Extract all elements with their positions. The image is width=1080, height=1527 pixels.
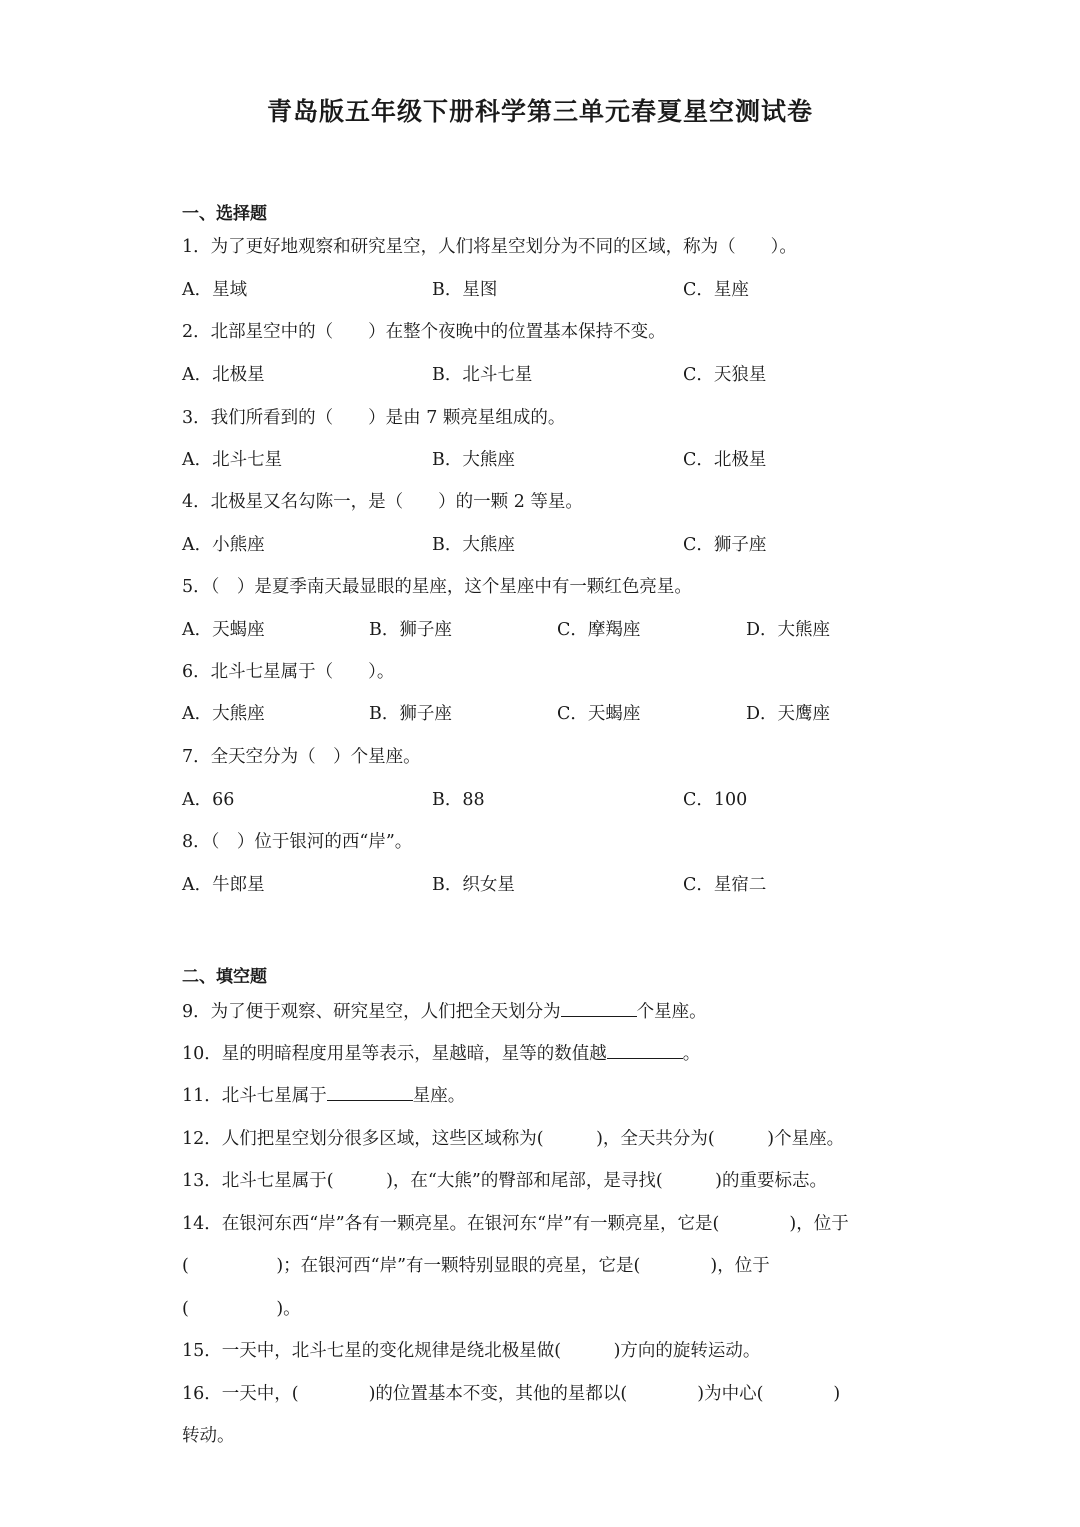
q8-option-c: C．星宿二 [683,875,767,895]
question-1: 1．为了更好地观察和研究星空，人们将星空划分为不同的区域，称为（ ）。 [182,237,797,257]
question-16-line-2: 转动。 [182,1426,235,1446]
q3-option-c: C．北极星 [683,450,767,470]
q11-answer-blank[interactable] [327,1083,413,1101]
question-2: 2．北部星空中的（ ）在整个夜晚中的位置基本保持不变。 [182,322,666,342]
q4-option-a: A．小熊座 [182,535,265,555]
q2-option-a: A．北极星 [182,365,265,385]
q4-option-b: B．大熊座 [432,535,515,555]
q6-option-a: A．大熊座 [182,704,265,724]
q8-option-a: A．牛郎星 [182,875,265,895]
q11-text-before: 11．北斗七星属于 [182,1086,327,1106]
q10-text-before: 10．星的明暗程度用星等表示，星越暗，星等的数值越 [182,1044,607,1064]
q2-option-b: B．北斗七星 [432,365,533,385]
q7-option-a: A．66 [182,790,235,810]
q11-text-after: 星座。 [412,1086,466,1106]
q9-text-after: 个星座。 [636,1002,707,1022]
question-6: 6．北斗七星属于（ ）。 [182,662,395,682]
q8-option-b: B．织女星 [432,875,515,895]
q7-option-c: C．100 [683,790,748,810]
q1-option-c: C．星座 [683,280,749,300]
question-3: 3．我们所看到的（ ）是由 7 颗亮星组成的。 [182,408,566,428]
question-10 [182,1040,700,1065]
question-9 [182,998,707,1023]
q10-text-after: 。 [682,1044,701,1064]
q7-option-b: B．88 [432,790,485,810]
section-heading-fill-blank: 二、填空题 [182,967,267,987]
question-14-line-2: ( )；在银河西“岸”有一颗特别显眼的亮星，它是( )，位于 [182,1256,770,1276]
q3-option-b: B．大熊座 [432,450,515,470]
q1-option-a: A．星域 [182,280,248,300]
question-7: 7．全天空分为（ ）个星座。 [182,747,421,767]
question-12: 12．人们把星空划分很多区域，这些区域称为( )，全天共分为( )个星座。 [182,1129,845,1149]
q5-option-c: C．摩羯座 [557,620,641,640]
q5-option-a: A．天蝎座 [182,620,265,640]
question-5: 5．（ ）是夏季南天最显眼的星座，这个星座中有一颗红色亮星。 [182,577,692,597]
section-heading-choice: 一、选择题 [182,204,267,224]
q3-option-a: A．北斗七星 [182,450,283,470]
q5-option-b: B．狮子座 [369,620,452,640]
q6-option-c: C．天蝎座 [557,704,641,724]
q2-option-c: C．天狼星 [683,365,767,385]
q6-option-d: D．天鹰座 [746,704,831,724]
q9-text-before: 9．为了便于观察、研究星空，人们把全天划分为 [182,1002,561,1022]
question-4: 4．北极星又名勾陈一，是（ ）的一颗 2 等星。 [182,492,583,512]
question-16-line-1: 16．一天中，( )的位置基本不变，其他的星都以( )为中心( ) [182,1384,841,1404]
q6-option-b: B．狮子座 [369,704,452,724]
question-14-line-1: 14．在银河东西“岸”各有一颗亮星。在银河东“岸”有一颗亮星，它是( )，位于 [182,1214,849,1234]
question-8: 8．（ ）位于银河的西“岸”。 [182,832,413,852]
question-11 [182,1082,465,1107]
q9-answer-blank[interactable] [561,999,637,1017]
page-title: 青岛版五年级下册科学第三单元春夏星空测试卷 [266,97,813,126]
q10-answer-blank[interactable] [607,1041,683,1059]
q4-option-c: C．狮子座 [683,535,767,555]
question-15: 15．一天中，北斗七星的变化规律是绕北极星做( )方向的旋转运动。 [182,1341,761,1361]
q1-option-b: B．星图 [432,280,498,300]
question-13: 13．北斗七星属于( )，在“大熊”的臀部和尾部，是寻找( )的重要标志。 [182,1171,827,1191]
q5-option-d: D．大熊座 [746,620,831,640]
question-14-line-3: ( )。 [182,1299,301,1319]
